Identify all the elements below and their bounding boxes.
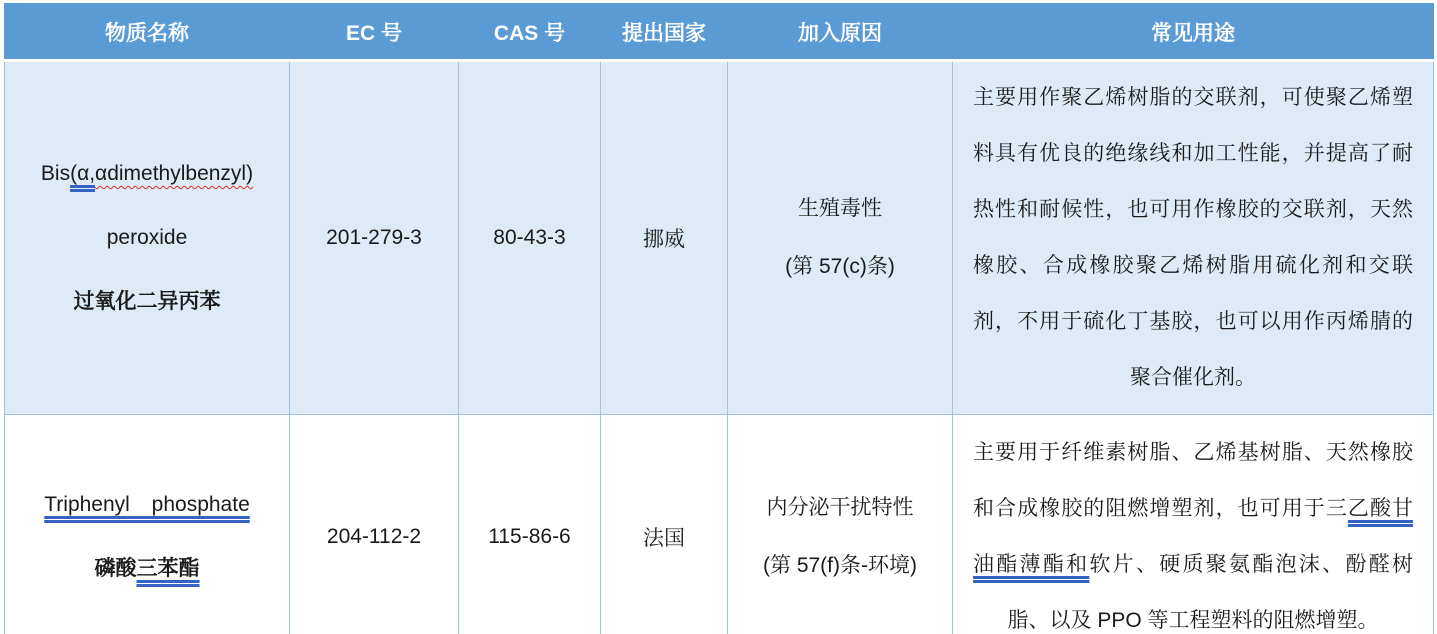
- cell-ec-number: 201-279-3: [290, 61, 459, 415]
- table-row: [5, 61, 1434, 415]
- header-proposing-country: 提出国家: [601, 4, 728, 61]
- substance-name-english: peroxide: [106, 226, 188, 249]
- grammar-underlined-text: Triphenyl phosphate: [44, 492, 250, 516]
- grammar-underlined-text: 三苯酯: [136, 556, 200, 580]
- cell-inclusion-reason: [728, 61, 953, 415]
- grammar-underlined-text: 乙酸甘油酯薄酯和: [973, 496, 1414, 576]
- cell-common-uses: [953, 61, 1434, 415]
- reason-text: 生殖毒性: [798, 197, 882, 220]
- cell-cas-number: 115-86-6: [459, 415, 601, 634]
- reason-text: 内分泌干扰特性: [766, 495, 914, 519]
- cell-common-uses: [953, 415, 1434, 634]
- cell-country: 挪威: [601, 61, 728, 415]
- header-common-uses: 常见用途: [953, 4, 1434, 61]
- cell-country: 法国: [601, 415, 728, 634]
- table-header: [5, 4, 1434, 61]
- substance-name-chinese: 过氧化二异丙苯: [73, 290, 221, 313]
- cell-substance-name: [5, 415, 290, 634]
- cell-ec-number: 204-112-2: [290, 415, 459, 634]
- header-cas-number: CAS 号: [459, 4, 601, 61]
- usage-paragraph: 主要用于纤维素树脂、乙烯基树脂、天然橡胶和合成橡胶的阻燃增塑剂，也可用于三乙酸甘油酯薄酯和软片、硬质聚氨酯泡沫、酚醛树脂、以及 PPO 等工程塑料的阻燃增塑。: [973, 440, 1414, 632]
- grammar-underlined-text: (α,: [70, 162, 96, 185]
- substance-name-english: Bis(α,αdimethylbenzyl): [40, 162, 254, 185]
- spellcheck-underlined-text: αdimethylbenzyl): [95, 162, 254, 185]
- substances-table: [4, 3, 1434, 634]
- header-inclusion-reason: 加入原因: [728, 4, 953, 61]
- cell-inclusion-reason: [728, 415, 953, 634]
- table-row: [5, 415, 1434, 634]
- usage-paragraph: 主要用作聚乙烯树脂的交联剂，可使聚乙烯塑料具有优良的绝缘线和加工性能，并提高了耐热性和耐候性，也可用作橡胶的交联剂，天然橡胶、合成橡胶聚乙烯树脂用硫化剂和交联剂，不用于硫化丁基胶，也可以用作丙烯腈的聚合催化剂。: [973, 86, 1413, 389]
- cell-cas-number: 80-43-3: [459, 61, 601, 415]
- reason-article: (第 57(f)条-环境): [763, 553, 917, 577]
- header-substance-name: 物质名称: [5, 4, 290, 61]
- substance-name-english: [5, 473, 289, 537]
- substance-name-chinese: 磷酸三苯酯: [94, 556, 200, 580]
- reason-article: (第 57(c)条): [785, 255, 895, 278]
- header-ec-number: EC 号: [290, 4, 459, 61]
- cell-substance-name: [5, 61, 290, 415]
